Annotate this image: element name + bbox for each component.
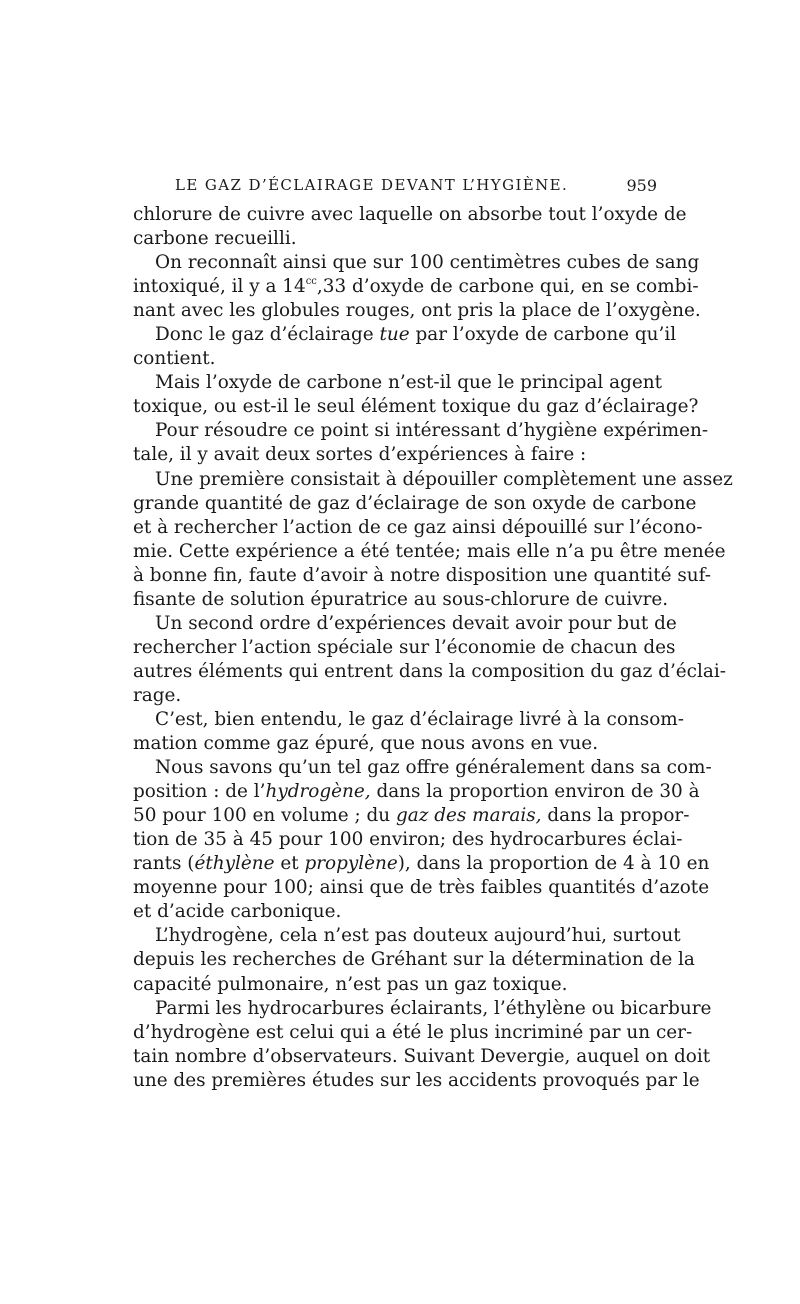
- text-line: autres éléments qui entrent dans la composition du gaz d’éclai-: [133, 660, 726, 682]
- text-line: Parmi les hydrocarbures éclairants, l’éthylène ou bicarbure: [155, 997, 712, 1019]
- text-span: intoxiqué, il y a 14: [133, 276, 306, 298]
- text-line: Mais l’oxyde de carbone n’est-il que le principal agent: [155, 372, 662, 394]
- text-line: rage.: [133, 684, 182, 706]
- text-span: ), dans la proportion de 4 à 10 en: [397, 853, 710, 875]
- text-line: grande quantité de gaz d’éclairage de son oxyde de carbone: [133, 492, 697, 514]
- text-line: capacité pulmonaire, n’est pas un gaz toxique.: [133, 973, 568, 995]
- text-line: [133, 275, 699, 299]
- text-span: dans la propor-: [541, 805, 690, 827]
- italic-text: hydrogène,: [265, 781, 371, 803]
- text-line: L’hydrogène, cela n’est pas douteux aujourd’hui, surtout: [155, 925, 681, 947]
- text-span: et: [274, 853, 305, 875]
- text-line: d’hydrogène est celui qui a été le plus incriminé par un cer-: [133, 1021, 693, 1043]
- text-line: [133, 780, 700, 804]
- text-line: mation comme gaz épuré, que nous avons en vue.: [133, 733, 599, 755]
- italic-text: tue: [379, 324, 410, 346]
- text-line: contient.: [133, 348, 216, 370]
- text-line: chlorure de cuivre avec laquelle on absorbe tout l’oxyde de: [133, 204, 687, 225]
- text-span: dans la proportion environ de 30 à: [370, 781, 700, 803]
- body-text: [133, 203, 733, 1093]
- text-span: rants (: [133, 853, 195, 875]
- text-line: Pour résoudre ce point si intéressant d’hygiène expérimen-: [155, 420, 709, 442]
- text-line: toxique, ou est-il le seul élément toxique du gaz d’éclairage?: [133, 396, 699, 418]
- text-line: [133, 804, 690, 828]
- text-span: Donc le gaz d’éclairage: [155, 324, 374, 346]
- text-line: et d’acide carbonique.: [133, 901, 342, 923]
- italic-text: propylène: [304, 853, 398, 875]
- text-line: à bonne fin, faute d’avoir à notre disposition une quantité suf-: [133, 564, 711, 586]
- text-span: ,33 d’oxyde de carbone qui, en se combi-: [316, 276, 699, 298]
- text-line: Un second ordre d’expériences devait avoir pour but de: [155, 612, 677, 634]
- text-line: depuis les recherches de Gréhant sur la détermination de la: [133, 949, 695, 971]
- text-line: moyenne pour 100; ainsi que de très faibles quantités d’azote: [133, 877, 710, 899]
- running-title: LE GAZ D’ÉCLAIRAGE DEVANT L’HYGIÈNE.: [175, 176, 569, 194]
- text-line: mie. Cette expérience a été tentée; mais elle n’a pu être menée: [133, 540, 726, 562]
- text-line: On reconnaît ainsi que sur 100 centimètres cubes de sang: [155, 252, 700, 274]
- page-number: 959: [626, 176, 657, 195]
- text-line: carbone recueilli.: [133, 228, 297, 250]
- text-line: rechercher l’action spéciale sur l’économie de chacun des: [133, 636, 676, 658]
- text-span: par l’oxyde de carbone qu’il: [415, 324, 677, 346]
- italic-text: gaz des marais,: [395, 805, 542, 827]
- text-line: Nous savons qu’un tel gaz offre généralement dans sa com-: [155, 757, 712, 779]
- text-line: tale, il y avait deux sortes d’expériences à faire :: [133, 444, 587, 466]
- text-line: Une première consistait à dépouiller complètement une assez: [155, 468, 733, 490]
- text-line: tain nombre d’observateurs. Suivant Devergie, auquel on doit: [133, 1045, 711, 1067]
- text-line: tion de 35 à 45 pour 100 environ; des hydrocarbures éclai-: [133, 829, 683, 851]
- text-line: C’est, bien entendu, le gaz d’éclairage livré à la consom-: [155, 708, 684, 730]
- text-line: une des premières études sur les accidents provoqués par le: [133, 1069, 700, 1091]
- running-header: [133, 176, 657, 198]
- unit-superscript: cc: [305, 276, 317, 288]
- text-line: nant avec les globules rouges, ont pris la place de l’oxygène.: [133, 300, 701, 322]
- text-line: et à rechercher l’action de ce gaz ainsi dépouillé sur l’écono-: [133, 516, 703, 538]
- text-span: position : de l’: [133, 781, 266, 803]
- text-line: [133, 323, 677, 347]
- text-line: [133, 852, 710, 876]
- text-span: 50 pour 100 en volume ; du: [133, 805, 396, 827]
- italic-text: éthylène: [194, 853, 275, 875]
- text-line: fisante de solution épuratrice au sous-chlorure de cuivre.: [133, 588, 669, 610]
